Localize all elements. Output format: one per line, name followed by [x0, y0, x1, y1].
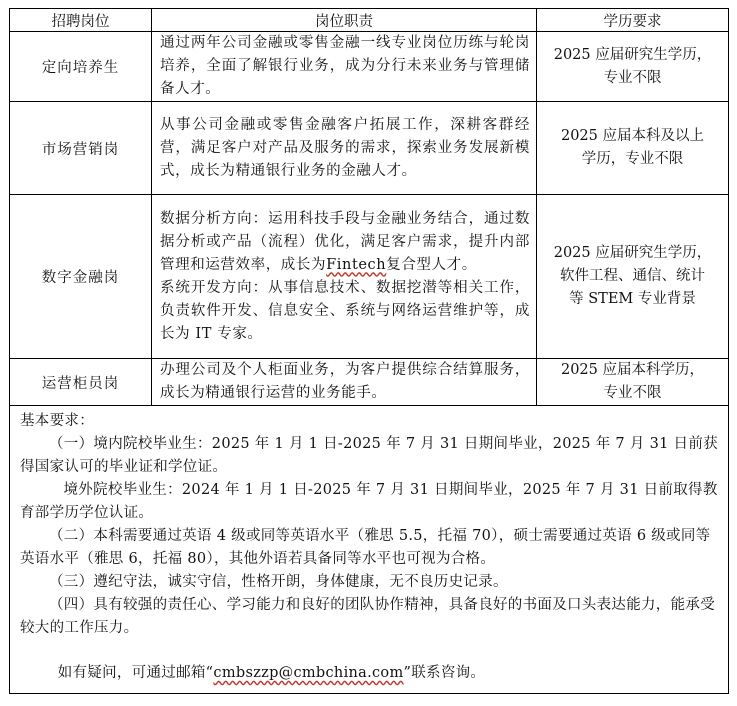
- requirement-item: （三）遵纪守法，诚实守信，性格开朗，身体健康，无不良历史记录。: [49, 574, 508, 590]
- duty-text-term: Fintech: [326, 256, 387, 273]
- requirement-item: （二）本科需要通过英语 4 级或同等英语水平（雅思 5.5，托福 70），硕士需要通过英语 6 级或同等英语水平（雅思 6，托福 80），其他外语若具备同等水平也可视为合格。: [20, 528, 711, 567]
- education-line: 学历，专业不限: [581, 151, 684, 167]
- contact-prefix: 如有疑问，可通过邮箱“: [57, 665, 214, 681]
- requirements-cell: [10, 406, 729, 694]
- position-cell: 运营柜员岗: [10, 359, 152, 406]
- contact-line: [20, 662, 718, 685]
- duty-text: 办理公司及个人柜面业务，为客户提供综合结算服务，成长为精通银行运营的业务能手。: [160, 362, 530, 401]
- duty-text: 复合型人才。: [386, 256, 477, 273]
- duty-text: 通过两年公司金融或零售金融一线专业岗位历练与轮岗培养，全面了解银行业务，成为分行未来业务与管理储备人才。: [160, 35, 530, 97]
- education-line: 专业不限: [603, 385, 662, 401]
- requirements-title: 基本要求：: [20, 413, 94, 429]
- education-cell: [537, 359, 729, 406]
- position-cell: 数字金融岗: [10, 195, 152, 359]
- education-cell: [537, 32, 729, 102]
- table-row: [10, 195, 729, 359]
- table-header-row: [10, 9, 729, 32]
- education-line: 2025 应届研究生学历，: [553, 245, 712, 261]
- duties-cell: [152, 102, 537, 195]
- contact-suffix: ”联系咨询。: [403, 665, 486, 681]
- position-cell: 市场营销岗: [10, 102, 152, 195]
- education-line: 软件工程、通信、统计: [560, 268, 705, 284]
- duties-cell: [152, 359, 537, 406]
- duty-text: 数据分析方向：运用科技手段与金融业务结合，通过数据分析或产品（流程）优化，满足客户需求，提升内部管理和运营效率，成长为: [160, 210, 530, 273]
- recruitment-table: [9, 8, 729, 694]
- requirement-item: （四）具有较强的责任心、学习能力和良好的团队协作精神，具备良好的书面及口头表达能力，能承受较大的工作压力。: [20, 597, 715, 636]
- education-cell: [537, 195, 729, 359]
- education-cell: [537, 102, 729, 195]
- education-line: 2025 应届本科及以上: [560, 128, 704, 144]
- table-row: [10, 102, 729, 195]
- duties-cell: [152, 195, 537, 359]
- table-row: [10, 359, 729, 406]
- duty-text: 系统开发方向：从事信息技术、数据挖潜等相关工作，负责软件开发、信息安全、系统与网络运营维护等，成长为 IT 专家。: [160, 279, 530, 342]
- requirement-item: （一）境内院校毕业生：2025 年 1 月 1 日-2025 年 7 月 31 日期间毕业，2025 年 7 月 31 日前获得国家认可的毕业证和学位证。: [20, 436, 718, 475]
- requirement-item: 境外院校毕业生：2024 年 1 月 1 日-2025 年 7 月 31 日期间毕业，2025 年 7 月 31 日前取得教育部学历学位认证。: [20, 482, 718, 521]
- header-education: 学历要求: [537, 9, 729, 32]
- header-duties: 岗位职责: [152, 9, 537, 32]
- education-line: 专业不限: [603, 69, 662, 86]
- education-line: 2025 应届本科学历，: [560, 362, 704, 378]
- duty-text: 从事公司金融或零售金融客户拓展工作，深耕客群经营，满足客户对产品及服务的需求，探索业务发展新模式，成长为精通银行业务的金融人才。: [160, 116, 530, 179]
- education-line: 2025 应届研究生学历，: [553, 46, 712, 63]
- position-cell: 定向培养生: [10, 32, 152, 102]
- education-line: 等 STEM 专业背景: [569, 291, 696, 307]
- contact-email-link[interactable]: cmbszzp@cmbchina.com: [213, 665, 404, 681]
- header-position: 招聘岗位: [10, 9, 152, 32]
- table-row: [10, 32, 729, 102]
- duties-cell: [152, 32, 537, 102]
- requirements-row: [10, 406, 729, 694]
